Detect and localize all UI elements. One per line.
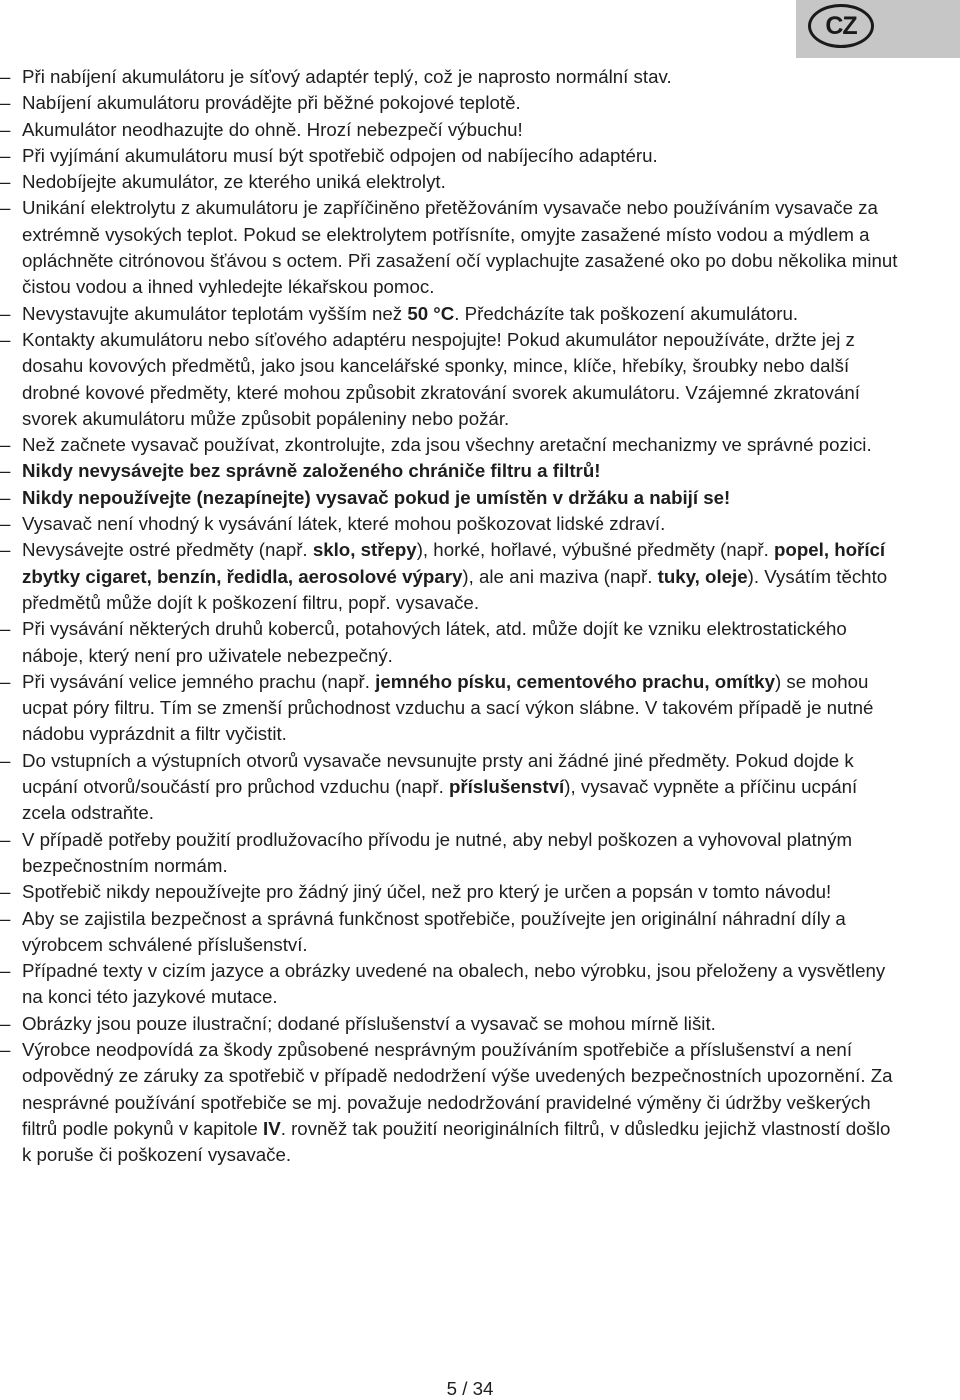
list-item bbox=[0, 748, 900, 827]
item-text: . rovněž tak použití neoriginálních filtrů, v důsledku jejichž vlastností došlo k poruše či poškození vysavače. bbox=[22, 1117, 891, 1166]
item-text: Spotřebič nikdy nepoužívejte pro žádný jiný účel, než pro který je určen a popsán v tomto návodu! bbox=[22, 881, 832, 903]
item-text: . Předcházíte tak poškození akumulátoru. bbox=[454, 302, 799, 324]
bullet-dash: – bbox=[0, 881, 11, 903]
item-text: Akumulátor neodhazujte do ohně. Hrozí nebezpečí výbuchu! bbox=[22, 118, 523, 140]
item-text: Obrázky jsou pouze ilustrační; dodané příslušenství a vysavač se mohou mírně lišit. bbox=[22, 1012, 716, 1034]
page-number: 5 / 34 bbox=[446, 1378, 494, 1399]
item-text: V případě potřeby použití prodlužovacího přívodu je nutné, aby nebyl poškozen a vyhovoval platným bezpečnostním normám. bbox=[22, 828, 853, 876]
list-item bbox=[0, 1011, 900, 1037]
list-item bbox=[0, 669, 900, 748]
list-item bbox=[0, 117, 900, 143]
list-item bbox=[0, 458, 900, 484]
item-text: Při nabíjení akumulátoru je síťový adaptér teplý, což je naprosto normální stav. bbox=[22, 66, 672, 87]
item-text: ). Vysátím těchto předmětů může dojít k poškození filtru, popř. vysavače. bbox=[22, 565, 888, 613]
list-item bbox=[0, 879, 900, 905]
item-text-bold: 50 °C bbox=[407, 302, 455, 324]
bullet-dash: – bbox=[0, 144, 11, 166]
item-text: ), vysavač vypněte a příčinu ucpání zcela odstraňte. bbox=[22, 776, 858, 824]
item-text: ) se mohou ucpat póry filtru. Tím se zmenší průchodnost vzduchu a sací výkon slábne. V takovém případě je nutné nádobu vyprázdnit a filtr vyčistit. bbox=[22, 670, 874, 745]
bullet-dash: – bbox=[0, 513, 11, 535]
item-text: Unikání elektrolytu z akumulátoru je zapříčiněno přetěžováním vysavače nebo používáním vysavače za extrémně vysokých teplot. Pokud se elektrolytem potřísníte, omyjte zasažené místo vodou a mýdlem a opláchněte citrónovou šťávou s octem. Při zasažení očí vyplachujte zasažené oko po dobu několika minut čistou vodou a ihned vyhledejte lékařskou pomoc. bbox=[22, 197, 898, 298]
bullet-dash: – bbox=[0, 328, 11, 350]
bullet-dash: – bbox=[0, 434, 11, 456]
list-item bbox=[0, 906, 900, 959]
list-item bbox=[0, 537, 900, 616]
list-item bbox=[0, 195, 900, 300]
bullet-dash: – bbox=[0, 539, 11, 561]
language-badge-oval bbox=[808, 4, 874, 48]
list-item bbox=[0, 143, 900, 169]
bullet-dash: – bbox=[0, 618, 11, 640]
language-code: CZ bbox=[825, 11, 857, 40]
item-text: Při vyjímání akumulátoru musí být spotřebič odpojen od nabíjecího adaptéru. bbox=[22, 144, 658, 166]
bullet-dash: – bbox=[0, 66, 11, 87]
item-text: ), ale ani maziva (např. bbox=[462, 565, 658, 587]
item-text: Aby se zajistila bezpečnost a správná funkčnost spotřebiče, používejte jen originální náhradní díly a výrobcem schválené příslušenství. bbox=[22, 907, 846, 955]
list-item bbox=[0, 1037, 900, 1168]
item-text: Při vysávání velice jemného prachu (např. bbox=[22, 670, 376, 692]
item-text: ), horké, hořlavé, výbušné předměty (např. bbox=[416, 539, 775, 561]
bullet-dash: – bbox=[0, 828, 11, 850]
item-text: Než začnete vysavač používat, zkontrolujte, zda jsou všechny aretační mechanizmy ve správné pozici. bbox=[22, 434, 872, 456]
item-text-bold: sklo, střepy bbox=[312, 539, 417, 561]
bullet-dash: – bbox=[0, 907, 11, 929]
item-text-bold: popel, hořící zbytky cigaret, benzín, ředidla, aerosolové výpary bbox=[22, 539, 886, 587]
bullet-dash: – bbox=[0, 118, 11, 140]
item-text: Nevystavujte akumulátor teplotám vyšším než bbox=[22, 302, 408, 324]
list-item bbox=[0, 432, 900, 458]
item-text: Nedobíjejte akumulátor, ze kterého uniká elektrolyt. bbox=[22, 171, 446, 193]
safety-instructions-list bbox=[0, 64, 900, 1168]
list-item bbox=[0, 90, 900, 116]
list-item bbox=[0, 511, 900, 537]
item-text: Do vstupních a výstupních otvorů vysavače nevsunujte prsty ani žádné jiné předměty. Pokud dojde k ucpání otvorů/součástí pro průchod vzduchu (např. bbox=[22, 749, 854, 798]
list-item bbox=[0, 301, 900, 327]
bullet-dash: – bbox=[0, 960, 11, 982]
list-item bbox=[0, 827, 900, 880]
list-item bbox=[0, 958, 900, 1011]
item-text-bold: příslušenství bbox=[448, 776, 565, 798]
item-text: Kontakty akumulátoru nebo síťového adaptéru nespojujte! Pokud akumulátor nepoužíváte, držte jej z dosahu kovových předmětů, jako jsou kancelářské sponky, mince, klíče, hřebíky, šroubky nebo další drobné kovové předměty, které mohou způsobit zkratování svorek akumulátoru. Vzájemné zkratování svorek akumulátoru může způsobit popáleniny nebo požár. bbox=[22, 328, 860, 429]
bullet-dash: – bbox=[0, 1038, 11, 1060]
bullet-dash: – bbox=[0, 460, 11, 482]
item-text: Nevysávejte ostré předměty (např. bbox=[22, 539, 313, 561]
list-item bbox=[0, 169, 900, 195]
bullet-dash: – bbox=[0, 302, 11, 324]
item-text-bold: Nikdy nevysávejte bez správně založeného chrániče filtru a filtrů! bbox=[22, 460, 601, 482]
bullet-dash: – bbox=[0, 92, 11, 114]
list-item bbox=[0, 64, 900, 90]
bullet-dash: – bbox=[0, 670, 11, 692]
item-text: Při vysávání některých druhů koberců, potahových látek, atd. může dojít ke vzniku elektrostatického náboje, který není pro uživatele nebezpečný. bbox=[22, 618, 847, 666]
list-item bbox=[0, 485, 900, 511]
bullet-dash: – bbox=[0, 486, 11, 508]
bullet-dash: – bbox=[0, 197, 11, 219]
item-text: Vysavač není vhodný k vysávání látek, které mohou poškozovat lidské zdraví. bbox=[22, 513, 666, 535]
list-item bbox=[0, 327, 900, 432]
bullet-dash: – bbox=[0, 749, 11, 771]
list-item bbox=[0, 616, 900, 669]
item-text-bold: Nikdy nepoužívejte (nezapínejte) vysavač pokud je umístěn v držáku a nabijí se! bbox=[22, 486, 731, 508]
item-text: Případné texty v cizím jazyce a obrázky uvedené na obalech, nebo výrobku, jsou přeloženy a vysvětleny na konci této jazykové mutace. bbox=[22, 960, 886, 1008]
bullet-dash: – bbox=[0, 171, 11, 193]
bullet-dash: – bbox=[0, 1012, 11, 1034]
item-text-bold: jemného písku, cementového prachu, omítky bbox=[375, 670, 775, 692]
item-text: Výrobce neodpovídá za škody způsobené nesprávným používáním spotřebiče a příslušenství a není odpovědný ze záruky za spotřebič v případě nedodržení výše uvedených bezpečnostních upozornění. Za nesprávné používání spotřebiče se mj. považuje nedodržování pravidelné výměny či údržby veškerých filtrů podle pokynů v kapitole bbox=[22, 1038, 893, 1139]
item-text-bold: tuky, oleje bbox=[657, 565, 748, 587]
item-text: Nabíjení akumulátoru provádějte při běžné pokojové teplotě. bbox=[22, 92, 521, 114]
item-text-bold: IV bbox=[263, 1117, 281, 1139]
